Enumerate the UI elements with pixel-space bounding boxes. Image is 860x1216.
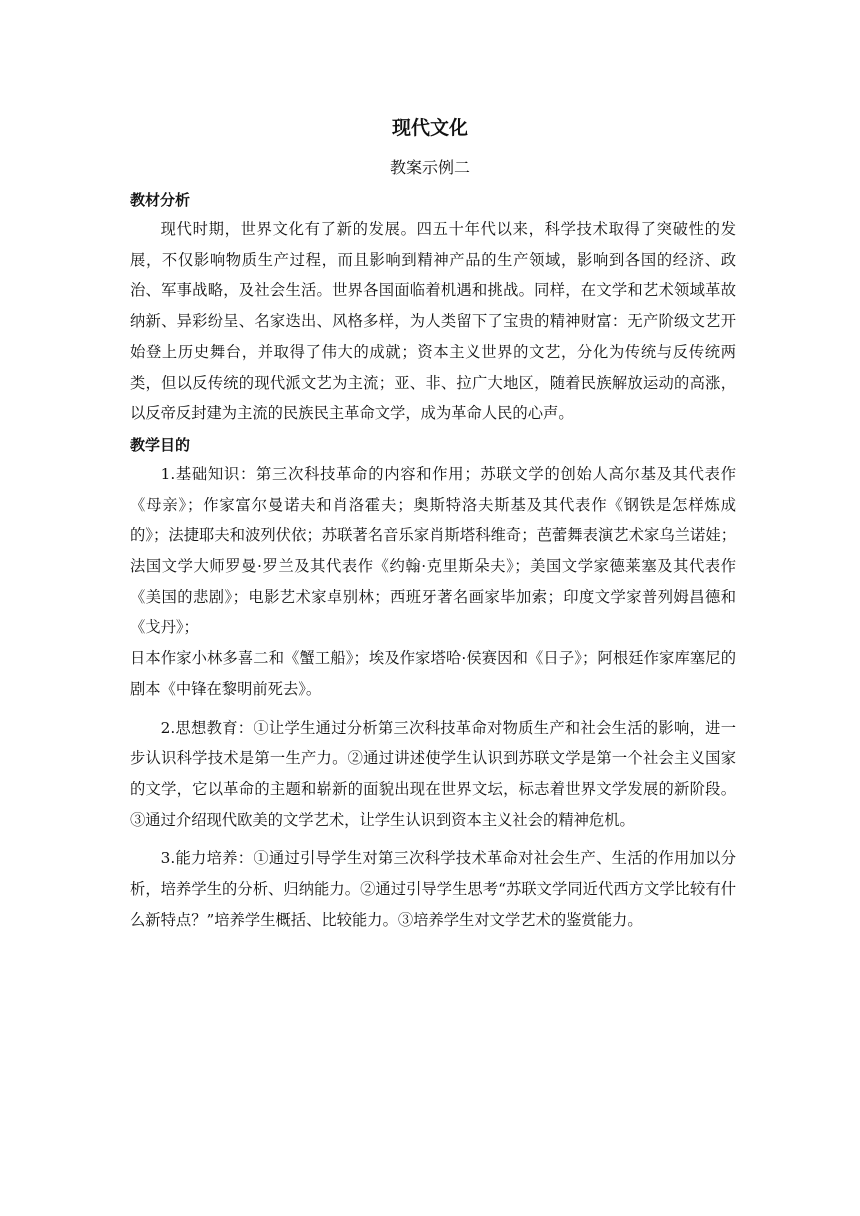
section-heading-analysis: 教材分析 [130,191,191,209]
objective-knowledge-paragraph: 1.基础知识：第三次科技革命的内容和作用；苏联文学的创始人高尔基及其代表作《母亲》；作家富尔曼诺夫和肖洛霍夫；奥斯特洛夫斯基及其代表作《钢铁是怎样炼成的》；法捷耶夫和波列伏依；苏联著名音乐家肖斯塔科维奇；芭蕾舞表演艺术家乌兰诺娃；法国文学大师罗曼·罗兰及其代表作《约翰·克里斯朵夫》；美国文学家德莱塞及其代表作《美国的悲剧》；电影艺术家卓别林；西班牙著名画家毕加索；印度文学家普列姆昌德和《戈丹》； [130,464,736,637]
objective-knowledge-continuation: 日本作家小林多喜二和《蟹工船》；埃及作家塔哈·侯赛因和《日子》；阿根廷作家库塞尼的剧本《中锋在黎明前死去》。 [130,649,736,698]
objective-ability-paragraph: 3.能力培养：①通过引导学生对第三次科学技术革命对社会生产、生活的作用加以分析，培养学生的分析、归纳能力。②通过引导学生思考“苏联文学同近代西方文学比较有什么新特点？”培养学生概括、比较能力。③培养学生对文学艺术的鉴赏能力。 [130,849,736,929]
document-subtitle: 教案示例二 [389,158,470,177]
analysis-paragraph: 现代时期，世界文化有了新的发展。四五十年代以来，科学技术取得了突破性的发展，不仅影响物质生产过程，而且影响到精神产品的生产领域，影响到各国的经济、政治、军事战略，及社会生活。世界各国面临着机遇和挑战。同样，在文学和艺术领域革故纳新、异彩纷呈、名家迭出、风格多样，为人类留下了宝贵的精神财富：无产阶级文艺开始登上历史舞台，并取得了伟大的成就；资本主义世界的文艺，分化为传统与反传统两类，但以反传统的现代派文艺为主流；亚、非、拉广大地区，随着民族解放运动的高涨，以反帝反封建为主流的民族民主革命文学，成为革命人民的心声。 [130,220,736,423]
objective-ideology-paragraph: 2.思想教育：①让学生通过分析第三次科技革命对物质生产和社会生活的影响，进一步认识科学技术是第一生产力。②通过讲述使学生认识到苏联文学是第一个社会主义国家的文学，它以革命的主题和崭新的面貌出现在世界文坛，标志着世界文学发展的新阶段。③通过介绍现代欧美的文学艺术，让学生认识到资本主义社会的精神危机。 [130,718,736,829]
document-body [130,186,736,935]
document-title: 现代文化 [391,117,468,139]
section-heading-objectives: 教学目的 [130,435,191,454]
